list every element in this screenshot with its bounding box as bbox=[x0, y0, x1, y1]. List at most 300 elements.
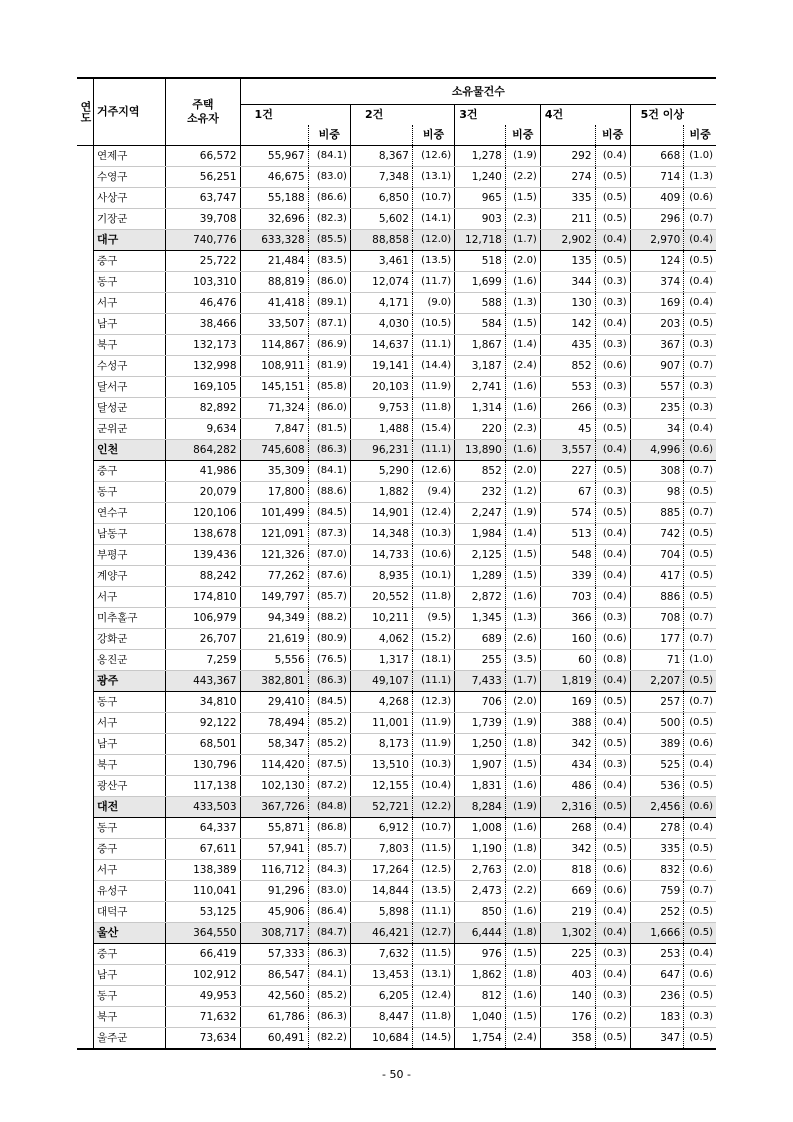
group-4-ratio: (0.4) bbox=[595, 230, 630, 251]
province-row bbox=[77, 440, 716, 461]
year-cell bbox=[77, 209, 94, 230]
owners-count: 7,259 bbox=[166, 650, 240, 671]
group-4-ratio: (0.5) bbox=[595, 839, 630, 860]
owners-count: 139,436 bbox=[166, 545, 240, 566]
group-2-count: 96,231 bbox=[350, 440, 412, 461]
group-5-ratio: (0.5) bbox=[684, 923, 716, 944]
region-name: 계양구 bbox=[94, 566, 166, 587]
group-1-count: 33,507 bbox=[240, 314, 308, 335]
group-2-ratio: (11.5) bbox=[412, 839, 454, 860]
group-1-count: 55,967 bbox=[240, 146, 308, 167]
group-3-ratio: (1.5) bbox=[505, 314, 540, 335]
group-2-count-subheader bbox=[350, 125, 412, 146]
group-1-ratio: (82.3) bbox=[308, 209, 350, 230]
group-2-ratio: (11.9) bbox=[412, 713, 454, 734]
group-3-ratio: (1.3) bbox=[505, 293, 540, 314]
province-row bbox=[77, 230, 716, 251]
group-3-ratio: (1.4) bbox=[505, 524, 540, 545]
group-3-ratio: (1.6) bbox=[505, 587, 540, 608]
group-5-count: 886 bbox=[630, 587, 684, 608]
owners-count: 9,634 bbox=[166, 419, 240, 440]
year-cell bbox=[77, 776, 94, 797]
group-4-ratio: (0.3) bbox=[595, 944, 630, 965]
region-name: 연제구 bbox=[94, 146, 166, 167]
group-3-ratio: (2.0) bbox=[505, 251, 540, 272]
region-name: 미추홀구 bbox=[94, 608, 166, 629]
group-4-ratio: (0.5) bbox=[595, 1028, 630, 1050]
group-header-1: 1건 bbox=[240, 105, 350, 126]
group-3-ratio: (1.7) bbox=[505, 230, 540, 251]
table-row bbox=[77, 293, 716, 314]
group-1-ratio: (86.9) bbox=[308, 335, 350, 356]
group-5-count: 203 bbox=[630, 314, 684, 335]
region-name: 수성구 bbox=[94, 356, 166, 377]
owners-count: 132,173 bbox=[166, 335, 240, 356]
group-2-count: 46,421 bbox=[350, 923, 412, 944]
group-3-count: 2,763 bbox=[455, 860, 506, 881]
group-2-count: 17,264 bbox=[350, 860, 412, 881]
year-cell bbox=[77, 860, 94, 881]
year-cell bbox=[77, 440, 94, 461]
group-1-count: 45,906 bbox=[240, 902, 308, 923]
owners-count: 46,476 bbox=[166, 293, 240, 314]
count-group-header: 소유물건수 bbox=[240, 78, 716, 105]
group-3-count: 1,250 bbox=[455, 734, 506, 755]
group-4-count: 435 bbox=[540, 335, 595, 356]
region-name: 중구 bbox=[94, 251, 166, 272]
group-5-count: 2,207 bbox=[630, 671, 684, 692]
group-4-count: 513 bbox=[540, 524, 595, 545]
group-1-count: 61,786 bbox=[240, 1007, 308, 1028]
group-3-count: 1,699 bbox=[455, 272, 506, 293]
year-cell bbox=[77, 272, 94, 293]
group-2-ratio: (11.1) bbox=[412, 335, 454, 356]
year-cell bbox=[77, 692, 94, 713]
year-cell bbox=[77, 902, 94, 923]
group-1-ratio: (84.8) bbox=[308, 797, 350, 818]
group-3-ratio: (1.5) bbox=[505, 1007, 540, 1028]
group-1-count: 88,819 bbox=[240, 272, 308, 293]
table-row bbox=[77, 776, 716, 797]
group-2-ratio: (10.4) bbox=[412, 776, 454, 797]
table-row bbox=[77, 650, 716, 671]
group-5-ratio: (0.4) bbox=[684, 419, 716, 440]
group-3-ratio: (1.6) bbox=[505, 902, 540, 923]
table-row bbox=[77, 839, 716, 860]
group-4-ratio: (0.3) bbox=[595, 335, 630, 356]
group-2-ratio: (12.6) bbox=[412, 461, 454, 482]
group-4-ratio: (0.6) bbox=[595, 356, 630, 377]
region-name: 남동구 bbox=[94, 524, 166, 545]
group-2-ratio: (11.5) bbox=[412, 944, 454, 965]
table-row bbox=[77, 881, 716, 902]
group-3-count: 852 bbox=[455, 461, 506, 482]
group-5-ratio: (0.4) bbox=[684, 272, 716, 293]
group-1-ratio: (86.4) bbox=[308, 902, 350, 923]
year-cell bbox=[77, 251, 94, 272]
group-2-ratio: (12.4) bbox=[412, 503, 454, 524]
group-4-ratio: (0.3) bbox=[595, 377, 630, 398]
group-5-count: 885 bbox=[630, 503, 684, 524]
group-2-count: 13,510 bbox=[350, 755, 412, 776]
owners-count: 364,550 bbox=[166, 923, 240, 944]
region-name: 대전 bbox=[94, 797, 166, 818]
group-1-count: 102,130 bbox=[240, 776, 308, 797]
region-name: 대덕구 bbox=[94, 902, 166, 923]
group-3-ratio: (1.5) bbox=[505, 944, 540, 965]
year-cell bbox=[77, 146, 94, 167]
group-1-ratio: (83.5) bbox=[308, 251, 350, 272]
group-3-ratio: (1.3) bbox=[505, 608, 540, 629]
year-cell bbox=[77, 1007, 94, 1028]
header-row-1 bbox=[77, 78, 716, 105]
group-3-ratio: (3.5) bbox=[505, 650, 540, 671]
year-cell bbox=[77, 650, 94, 671]
year-cell bbox=[77, 986, 94, 1007]
group-3-ratio: (1.6) bbox=[505, 377, 540, 398]
region-header: 거주지역 bbox=[94, 78, 166, 146]
group-4-ratio: (0.5) bbox=[595, 461, 630, 482]
group-5-ratio: (0.5) bbox=[684, 482, 716, 503]
group-4-ratio: (0.3) bbox=[595, 755, 630, 776]
group-5-ratio: (0.7) bbox=[684, 692, 716, 713]
owners-count: 73,634 bbox=[166, 1028, 240, 1050]
group-1-count: 94,349 bbox=[240, 608, 308, 629]
group-5-ratio: (1.3) bbox=[684, 167, 716, 188]
group-4-count: 268 bbox=[540, 818, 595, 839]
group-4-ratio: (0.5) bbox=[595, 692, 630, 713]
group-3-ratio: (1.5) bbox=[505, 755, 540, 776]
group-3-count: 13,890 bbox=[455, 440, 506, 461]
group-1-count: 308,717 bbox=[240, 923, 308, 944]
group-5-count: 296 bbox=[630, 209, 684, 230]
group-5-ratio: (0.3) bbox=[684, 398, 716, 419]
group-4-ratio: (0.4) bbox=[595, 923, 630, 944]
group-2-ratio: (11.9) bbox=[412, 377, 454, 398]
group-2-count: 11,001 bbox=[350, 713, 412, 734]
owners-count: 120,106 bbox=[166, 503, 240, 524]
year-cell bbox=[77, 734, 94, 755]
group-3-ratio: (1.6) bbox=[505, 986, 540, 1007]
group-4-ratio: (0.4) bbox=[595, 314, 630, 335]
group-3-count: 518 bbox=[455, 251, 506, 272]
region-name: 대구 bbox=[94, 230, 166, 251]
group-4-count: 274 bbox=[540, 167, 595, 188]
table-row bbox=[77, 944, 716, 965]
group-2-count: 49,107 bbox=[350, 671, 412, 692]
group-1-count: 41,418 bbox=[240, 293, 308, 314]
group-2-ratio: (10.3) bbox=[412, 524, 454, 545]
owners-count: 64,337 bbox=[166, 818, 240, 839]
group-4-count: 852 bbox=[540, 356, 595, 377]
group-1-count: 60,491 bbox=[240, 1028, 308, 1050]
region-name: 기장군 bbox=[94, 209, 166, 230]
group-3-ratio: (1.5) bbox=[505, 188, 540, 209]
group-5-count: 183 bbox=[630, 1007, 684, 1028]
region-name: 울주군 bbox=[94, 1028, 166, 1050]
group-5-count: 2,456 bbox=[630, 797, 684, 818]
year-cell bbox=[77, 398, 94, 419]
group-4-ratio: (0.3) bbox=[595, 272, 630, 293]
region-name: 동구 bbox=[94, 692, 166, 713]
group-5-ratio: (0.6) bbox=[684, 188, 716, 209]
group-3-ratio: (1.6) bbox=[505, 272, 540, 293]
group-5-count: 1,666 bbox=[630, 923, 684, 944]
group-5-ratio: (0.4) bbox=[684, 293, 716, 314]
year-cell bbox=[77, 755, 94, 776]
group-1-count-subheader bbox=[240, 125, 308, 146]
owners-header: 주택 소유자 bbox=[166, 78, 240, 146]
owners-count: 132,998 bbox=[166, 356, 240, 377]
group-4-count: 60 bbox=[540, 650, 595, 671]
region-name: 남구 bbox=[94, 734, 166, 755]
group-5-count: 417 bbox=[630, 566, 684, 587]
group-2-count: 5,290 bbox=[350, 461, 412, 482]
table-row bbox=[77, 482, 716, 503]
group-1-ratio: (84.1) bbox=[308, 461, 350, 482]
group-4-count: 2,316 bbox=[540, 797, 595, 818]
group-3-count: 8,284 bbox=[455, 797, 506, 818]
group-5-count: 169 bbox=[630, 293, 684, 314]
group-1-count: 78,494 bbox=[240, 713, 308, 734]
group-1-count: 55,188 bbox=[240, 188, 308, 209]
group-1-ratio: (86.3) bbox=[308, 671, 350, 692]
group-4-count: 574 bbox=[540, 503, 595, 524]
table-row bbox=[77, 755, 716, 776]
group-5-count: 308 bbox=[630, 461, 684, 482]
table-row bbox=[77, 398, 716, 419]
owners-count: 117,138 bbox=[166, 776, 240, 797]
owners-count: 82,892 bbox=[166, 398, 240, 419]
group-1-ratio: (84.3) bbox=[308, 860, 350, 881]
group-3-count: 965 bbox=[455, 188, 506, 209]
group-3-ratio: (1.5) bbox=[505, 545, 540, 566]
group-4-count: 211 bbox=[540, 209, 595, 230]
group-2-count: 14,901 bbox=[350, 503, 412, 524]
group-2-ratio: (10.5) bbox=[412, 314, 454, 335]
group-1-ratio: (85.7) bbox=[308, 587, 350, 608]
group-1-count: 17,800 bbox=[240, 482, 308, 503]
group-5-count: 759 bbox=[630, 881, 684, 902]
group-1-ratio: (82.2) bbox=[308, 1028, 350, 1050]
group-5-count: 4,996 bbox=[630, 440, 684, 461]
table-row bbox=[77, 692, 716, 713]
year-cell bbox=[77, 356, 94, 377]
table-row bbox=[77, 188, 716, 209]
group-4-count: 366 bbox=[540, 608, 595, 629]
group-5-ratio: (0.6) bbox=[684, 965, 716, 986]
group-4-count: 358 bbox=[540, 1028, 595, 1050]
group-3-ratio: (1.9) bbox=[505, 797, 540, 818]
group-4-ratio: (0.3) bbox=[595, 608, 630, 629]
owners-count: 25,722 bbox=[166, 251, 240, 272]
owners-count: 71,632 bbox=[166, 1007, 240, 1028]
group-2-ratio: (10.3) bbox=[412, 755, 454, 776]
year-cell bbox=[77, 503, 94, 524]
group-1-ratio: (87.3) bbox=[308, 524, 350, 545]
group-5-ratio: (0.5) bbox=[684, 524, 716, 545]
group-1-count: 35,309 bbox=[240, 461, 308, 482]
year-cell bbox=[77, 1028, 94, 1050]
region-name: 광산구 bbox=[94, 776, 166, 797]
table-row bbox=[77, 524, 716, 545]
table-row bbox=[77, 986, 716, 1007]
group-5-count: 907 bbox=[630, 356, 684, 377]
group-5-ratio: (0.7) bbox=[684, 356, 716, 377]
group-3-count: 2,872 bbox=[455, 587, 506, 608]
group-4-count: 176 bbox=[540, 1007, 595, 1028]
year-cell bbox=[77, 293, 94, 314]
group-5-ratio: (0.5) bbox=[684, 776, 716, 797]
group-5-count: 742 bbox=[630, 524, 684, 545]
group-5-count: 335 bbox=[630, 839, 684, 860]
owners-count: 169,105 bbox=[166, 377, 240, 398]
group-2-ratio: (12.5) bbox=[412, 860, 454, 881]
group-2-ratio: (12.6) bbox=[412, 146, 454, 167]
group-5-count: 2,970 bbox=[630, 230, 684, 251]
group-3-ratio: (2.4) bbox=[505, 1028, 540, 1050]
group-1-count: 58,347 bbox=[240, 734, 308, 755]
group-4-ratio: (0.4) bbox=[595, 566, 630, 587]
group-4-ratio: (0.3) bbox=[595, 293, 630, 314]
group-5-ratio: (0.5) bbox=[684, 545, 716, 566]
group-1-count: 145,151 bbox=[240, 377, 308, 398]
group-4-count: 553 bbox=[540, 377, 595, 398]
group-3-count: 812 bbox=[455, 986, 506, 1007]
year-cell bbox=[77, 545, 94, 566]
group-1-count: 57,333 bbox=[240, 944, 308, 965]
group-5-count: 278 bbox=[630, 818, 684, 839]
group-3-count: 584 bbox=[455, 314, 506, 335]
group-1-count: 21,484 bbox=[240, 251, 308, 272]
group-3-ratio: (1.8) bbox=[505, 965, 540, 986]
group-5-ratio: (0.4) bbox=[684, 230, 716, 251]
group-4-count: 130 bbox=[540, 293, 595, 314]
table-row bbox=[77, 860, 716, 881]
group-4-count: 403 bbox=[540, 965, 595, 986]
year-cell bbox=[77, 713, 94, 734]
group-2-ratio: (9.5) bbox=[412, 608, 454, 629]
group-2-ratio: (9.4) bbox=[412, 482, 454, 503]
group-1-ratio: (84.7) bbox=[308, 923, 350, 944]
group-2-count: 8,173 bbox=[350, 734, 412, 755]
group-3-ratio: (1.9) bbox=[505, 503, 540, 524]
group-3-count-subheader bbox=[455, 125, 506, 146]
group-1-count: 149,797 bbox=[240, 587, 308, 608]
owners-count: 39,708 bbox=[166, 209, 240, 230]
group-1-count: 77,262 bbox=[240, 566, 308, 587]
group-4-ratio: (0.5) bbox=[595, 734, 630, 755]
group-5-ratio: (0.6) bbox=[684, 860, 716, 881]
group-3-ratio: (1.6) bbox=[505, 398, 540, 419]
group-2-ratio: (12.7) bbox=[412, 923, 454, 944]
group-4-ratio: (0.4) bbox=[595, 776, 630, 797]
table-row bbox=[77, 965, 716, 986]
group-2-ratio: (11.7) bbox=[412, 272, 454, 293]
group-2-ratio: (10.7) bbox=[412, 188, 454, 209]
year-cell bbox=[77, 671, 94, 692]
group-1-count: 46,675 bbox=[240, 167, 308, 188]
group-5-ratio: (0.3) bbox=[684, 1007, 716, 1028]
group-1-count: 121,091 bbox=[240, 524, 308, 545]
table-row bbox=[77, 461, 716, 482]
group-3-count: 1,754 bbox=[455, 1028, 506, 1050]
group-5-ratio: (0.4) bbox=[684, 755, 716, 776]
group-2-count: 8,447 bbox=[350, 1007, 412, 1028]
group-3-count: 1,314 bbox=[455, 398, 506, 419]
region-name: 중구 bbox=[94, 944, 166, 965]
owners-count: 110,041 bbox=[166, 881, 240, 902]
group-5-ratio: (0.5) bbox=[684, 1028, 716, 1050]
group-5-count: 253 bbox=[630, 944, 684, 965]
group-2-count: 12,074 bbox=[350, 272, 412, 293]
owners-count: 103,310 bbox=[166, 272, 240, 293]
group-1-ratio: (81.5) bbox=[308, 419, 350, 440]
group-1-ratio: (88.2) bbox=[308, 608, 350, 629]
group-3-count: 1,190 bbox=[455, 839, 506, 860]
region-name: 남구 bbox=[94, 314, 166, 335]
group-4-ratio: (0.5) bbox=[595, 251, 630, 272]
group-3-count: 976 bbox=[455, 944, 506, 965]
region-name: 동구 bbox=[94, 482, 166, 503]
group-5-ratio: (0.7) bbox=[684, 608, 716, 629]
group-2-count: 10,211 bbox=[350, 608, 412, 629]
owners-count: 92,122 bbox=[166, 713, 240, 734]
group-4-ratio: (0.4) bbox=[595, 587, 630, 608]
group-5-count: 409 bbox=[630, 188, 684, 209]
group-3-ratio: (1.9) bbox=[505, 713, 540, 734]
group-1-count: 57,941 bbox=[240, 839, 308, 860]
year-cell bbox=[77, 797, 94, 818]
group-1-count: 55,871 bbox=[240, 818, 308, 839]
owners-count: 53,125 bbox=[166, 902, 240, 923]
group-5-count: 704 bbox=[630, 545, 684, 566]
group-4-ratio: (0.4) bbox=[595, 146, 630, 167]
region-name: 동구 bbox=[94, 986, 166, 1007]
group-5-ratio: (1.0) bbox=[684, 146, 716, 167]
region-name: 연수구 bbox=[94, 503, 166, 524]
group-3-ratio: (1.7) bbox=[505, 671, 540, 692]
region-name: 동구 bbox=[94, 818, 166, 839]
group-3-count: 689 bbox=[455, 629, 506, 650]
group-3-count: 232 bbox=[455, 482, 506, 503]
group-4-ratio: (0.4) bbox=[595, 545, 630, 566]
group-1-count: 7,847 bbox=[240, 419, 308, 440]
group-1-ratio-header: 비중 bbox=[308, 125, 350, 146]
table-row bbox=[77, 902, 716, 923]
group-4-ratio: (0.5) bbox=[595, 188, 630, 209]
group-3-count: 1,867 bbox=[455, 335, 506, 356]
group-1-ratio: (86.0) bbox=[308, 272, 350, 293]
group-2-ratio: (12.4) bbox=[412, 986, 454, 1007]
group-2-ratio: (14.5) bbox=[412, 1028, 454, 1050]
group-4-ratio: (0.5) bbox=[595, 167, 630, 188]
group-1-ratio: (86.3) bbox=[308, 1007, 350, 1028]
group-2-ratio: (18.1) bbox=[412, 650, 454, 671]
group-3-count: 706 bbox=[455, 692, 506, 713]
group-1-ratio: (85.2) bbox=[308, 986, 350, 1007]
table-row bbox=[77, 545, 716, 566]
province-row bbox=[77, 671, 716, 692]
group-3-count: 255 bbox=[455, 650, 506, 671]
group-2-count: 1,317 bbox=[350, 650, 412, 671]
group-2-count: 20,552 bbox=[350, 587, 412, 608]
group-4-ratio: (0.2) bbox=[595, 1007, 630, 1028]
group-5-count: 557 bbox=[630, 377, 684, 398]
group-3-count: 7,433 bbox=[455, 671, 506, 692]
group-1-ratio: (86.6) bbox=[308, 188, 350, 209]
group-4-ratio: (0.6) bbox=[595, 881, 630, 902]
